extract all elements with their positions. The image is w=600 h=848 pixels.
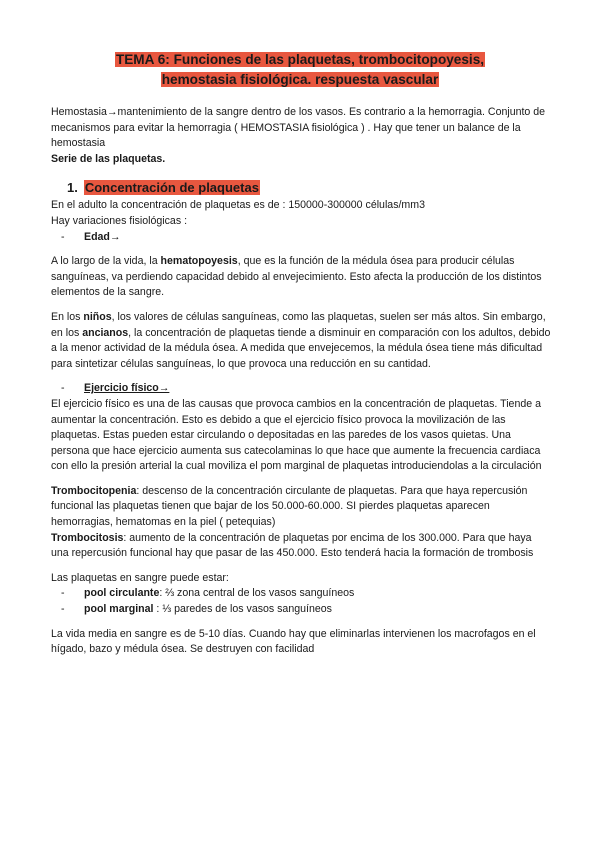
- bullet-dash: -: [61, 603, 65, 616]
- page-title: [0, 50, 600, 90]
- paragraph-ejercicio: El ejercicio físico es una de las causas que provoca cambios en la concentración de plaquetas. Tiende a aumentar la concentración. Esto es debido a que el ejercicio físico provoca la movilización de las plaquetas. Estas pueden estar circulando o depositadas en las paredes de los vasos quietas. Una persona que hace ejercicio aumenta sus catecolaminas lo que hace que aumente la frecuencia cardiaca con ello la presión arterial la cual moviliza el pom marginal de plaquetas introduciendolas a la circulación: [51, 397, 542, 473]
- bullet-edad-label: Edad→: [84, 230, 121, 243]
- serie-plaquetas-label: Serie de las plaquetas.: [51, 152, 166, 165]
- term-trombocitosis: Trombocitosis: [51, 531, 124, 544]
- section-number: 1.: [67, 180, 78, 196]
- document-body: [51, 105, 551, 658]
- title-line-2: hemostasia fisiológica. respuesta vascular: [161, 72, 439, 87]
- bullet-edad: [51, 230, 551, 246]
- bullet-dash: -: [61, 230, 65, 243]
- variaciones-label: Hay variaciones fisiológicas :: [51, 214, 188, 227]
- term-ancianos: ancianos: [82, 326, 129, 339]
- concentracion-adulto: En el adulto la concentración de plaquetas es de : 150000-300000 células/mm3: [51, 199, 425, 212]
- bullet-pool-circulante: - pool circulante: ⅔ zona central de los vasos sanguíneos: [51, 586, 551, 602]
- sangre-intro: Las plaquetas en sangre puede estar:: [51, 571, 229, 584]
- term-hematopoyesis: hematopoyesis: [160, 255, 238, 268]
- term-pool-circulante: pool circulante: [84, 587, 160, 600]
- bullet-dash: -: [61, 382, 65, 395]
- paragraph-trombocitopenia: Trombocitopenia: descenso de la concentración circulante de plaquetas. Para que haya repercusión funcional las plaquetas tienen que bajar de los 50.000-60.000. SI pierdes plaquetas aparecen hemorragias, hematomas en la piel ( petequias): [51, 484, 528, 529]
- paragraph-vida-media: La vida media en sangre es de 5-10 días. Cuando hay que eliminarlas intervienen los macrofagos en el hígado, bazo y médula ósea. Se destruyen con facilidad: [51, 627, 536, 656]
- title-line-1: TEMA 6: Funciones de las plaquetas, trombocitopoyesis,: [115, 52, 485, 67]
- hemostasia-definition: Hemostasia→mantenimiento de la sangre dentro de los vasos. Es contrario a la hemorragia. Conjunto de mecanismos para evitar la hemorragia ( HEMOSTASIA fisiológica ) . Hay que tener un balance de la hemostasia: [51, 106, 546, 150]
- section-heading-concentracion: [67, 179, 551, 196]
- term-trombocitopenia: Trombocitopenia: [51, 484, 137, 497]
- section-heading-text: Concentración de plaquetas: [84, 180, 259, 196]
- term-pool-marginal: pool marginal: [84, 603, 154, 616]
- bullet-ejercicio-label: Ejercicio físico→: [84, 382, 170, 395]
- paragraph-hematopoyesis: A lo largo de la vida, la hematopoyesis, que es la función de la médula ósea para producir células sanguíneas, va perdiendo capacidad debido al envejecimiento. Esto afecta la producción de los distintos elementos de la sangre.: [51, 255, 542, 299]
- bullet-dash: -: [61, 587, 65, 600]
- term-ninos: niños: [83, 310, 112, 323]
- paragraph-trombocitosis: Trombocitosis: aumento de la concentración de plaquetas por encima de los 300.000. Para que haya una repercusión funcional hay que pasar de las 450.000. Esto tenderá hacia la formación de trombosis: [51, 531, 534, 560]
- bullet-pool-marginal: - pool marginal : ⅓ paredes de los vasos sanguíneos: [51, 602, 551, 618]
- bullet-ejercicio: [51, 381, 551, 397]
- paragraph-ninos-ancianos: En los niños, los valores de células sanguíneas, como las plaquetas, suelen ser más altos. Sin embargo, en los ancianos, la concentración de plaquetas tiende a disminuir en comparación con los adultos, debido a la menor actividad de la médula ósea. A medida que envejecemos, la médula ósea tiene más dificultad para sintetizar células sanguíneas, lo que provoca una reducción en su cantidad.: [51, 310, 551, 370]
